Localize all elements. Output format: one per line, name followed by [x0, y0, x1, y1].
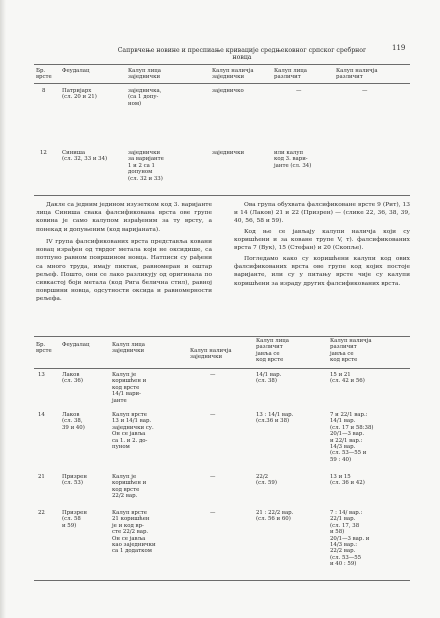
- t2-cell: 22: [38, 510, 45, 516]
- t2-cell: 22/2 (сл. 59): [256, 474, 277, 487]
- t1-cell: заједничко: [212, 88, 244, 94]
- t2-cell: Калуп врсте 13 и 14/1 вар. заједнички су. Он се јавља са 1. и 2. до- пуном: [112, 412, 154, 451]
- t2-header-feudal-lord: Феудалац: [62, 342, 90, 348]
- t1-cell: 12: [40, 150, 47, 156]
- scan-edge-shadow: [0, 0, 6, 618]
- t1-header-number: Бр. врсте: [36, 68, 52, 81]
- table-2-top-rule: [34, 336, 410, 337]
- t1-cell: Синиша (сл. 32, 33 и 34): [62, 150, 108, 163]
- t2-cell: —: [210, 412, 216, 418]
- t2-cell: 15 и 21 (сл. 42 и 56): [330, 372, 365, 385]
- t2-header-number: Бр. врсте: [36, 342, 52, 355]
- paragraph: Погледамо како су коришћени калупи код ових фалсификованих врста ове групе код којих постоје варијанте, или су у питању врсте чије су калупи коришћени за израду других фалсификованих врста.: [234, 256, 410, 287]
- t2-cell: 7 : 14/ вар.: 22/1 вар. (сл. 17, 38 и 58) 20/1—3 вар. и 14/3 вар.: 22/2 вар. (сл. 53—55 и 40 : 59): [330, 510, 370, 568]
- t1-cell: —: [362, 88, 368, 94]
- t2-cell: 21 : 22/2 вар. (сл. 56 и 60): [256, 510, 294, 523]
- t1-cell: заједнички: [212, 150, 245, 156]
- t2-header-obverse-common: Калуп лица заједнички: [112, 342, 145, 355]
- table-1-header-rule: [34, 83, 410, 84]
- table-2-header-rule: [34, 368, 410, 369]
- t1-cell: 8: [42, 88, 46, 94]
- t2-cell: 13 и 15 (сл. 36 и 42): [330, 474, 365, 487]
- t2-cell: 14: [38, 412, 45, 418]
- t2-cell: 7 и 22/1 вар.: 14/1 вар. (сл. 17 и 58:38) 20/1—3 вар. и 22/1 вар.: 14/3 вар. (сл. 53—55 и 59 : 40): [330, 412, 374, 463]
- t2-header-reverse-common: Калуп наличја заједнички: [190, 348, 232, 361]
- t1-header-obverse-common: Калуп лица заједнички: [128, 68, 161, 81]
- t2-cell: —: [210, 474, 216, 480]
- t1-header-reverse-different: Калуп наличја различит: [336, 68, 378, 81]
- t2-cell: Призрен (сл. 53): [62, 474, 87, 487]
- paragraph: Ова група обухвата фалсификоване врсте 9 (Рит), 13 и 14 (Лаков) 21 и 22 (Призрен) — (слике 22, 36, 38, 39, 40, 56, 58 и 59).: [234, 202, 410, 225]
- t2-cell: —: [210, 372, 216, 378]
- t2-cell: 13: [38, 372, 45, 378]
- t2-cell: Калуп врсте 21 коришћен је и код вр- сте 22/2 вар. Он се јавља као заједнички са 1 додатком: [112, 510, 156, 555]
- t2-cell: 21: [38, 474, 45, 480]
- t1-cell: —: [296, 88, 302, 94]
- t1-header-obverse-different: Калуп лица различит: [274, 68, 307, 81]
- t2-cell: Лаков (сл. 38, 39 и 40): [62, 412, 85, 431]
- t2-cell: Призрен (сл. 58 и 59): [62, 510, 87, 529]
- t2-cell: Калуп је коришћен и код врсте 14/1 вари- јанте: [112, 372, 147, 404]
- table-1-top-rule: [34, 64, 410, 65]
- t2-header-obverse-different: Калуп лица различит јавља се код врсте: [256, 338, 289, 364]
- t1-cell: заједничка, (са 1 допу- ном): [128, 88, 162, 107]
- t1-header-feudal-lord: Феудалац: [62, 68, 90, 74]
- t1-cell: Патријарх (сл. 20 и 21): [62, 88, 97, 101]
- paragraph: IV група фалсификованих врста представља ковани новац израђен од тврдог метала који не оксидише, са потпуно равном површином новца. Натписи су рађени са много труда, имају пиктак, равномеран и оштар рељеф. Пошто, они се лако разликују од оригинала по сивкастој боји метала (код Рига белична стил), равној површини новца, одсутности оксида и равномерности рељефа.: [36, 239, 212, 303]
- paragraph: Код ње се јављају калупи наличја који су коришћени и за коване трупе V, т). фалсификованих врста 7 (Вук), 15 (Стефан) и 20 (Скопље).: [234, 229, 410, 252]
- t2-cell: 13 : 14/1 вар. (сл.36 и 38): [256, 412, 294, 425]
- t2-cell: 14/1 вар. (сл. 38): [256, 372, 282, 385]
- running-title: Сапрвчење новине и преспиање кривације средњековног српског сребрног новца: [117, 47, 367, 61]
- table-1-bottom-rule: [34, 195, 410, 196]
- t1-header-reverse-common: Калуп наличја заједнички: [212, 68, 254, 81]
- t1-cell: заједнички за варијанте 1 и 2 са 1 допуном (сл. 32 и 33): [128, 150, 164, 182]
- t2-cell: —: [210, 510, 216, 516]
- table-2-bottom-rule: [34, 580, 410, 581]
- t2-cell: Лаков (сл. 36): [62, 372, 83, 385]
- page-number: 119: [392, 44, 406, 52]
- t2-header-reverse-different: Калуп наличја различит јавља се код врсте: [330, 338, 372, 364]
- paragraph: Дакле са једним једином изузетком код 3. варијанте лица Синиша свака фалсификована врста ове групе ковина је само калупом израђеним за ту врсту, а понекад и допуњеним (код варијаната).: [36, 202, 212, 233]
- t1-cell: или калуп код 3. вари- јанте (сл. 34): [274, 150, 312, 169]
- t2-cell: Калуп је коришћен и код врсте 22/2 вар.: [112, 474, 147, 500]
